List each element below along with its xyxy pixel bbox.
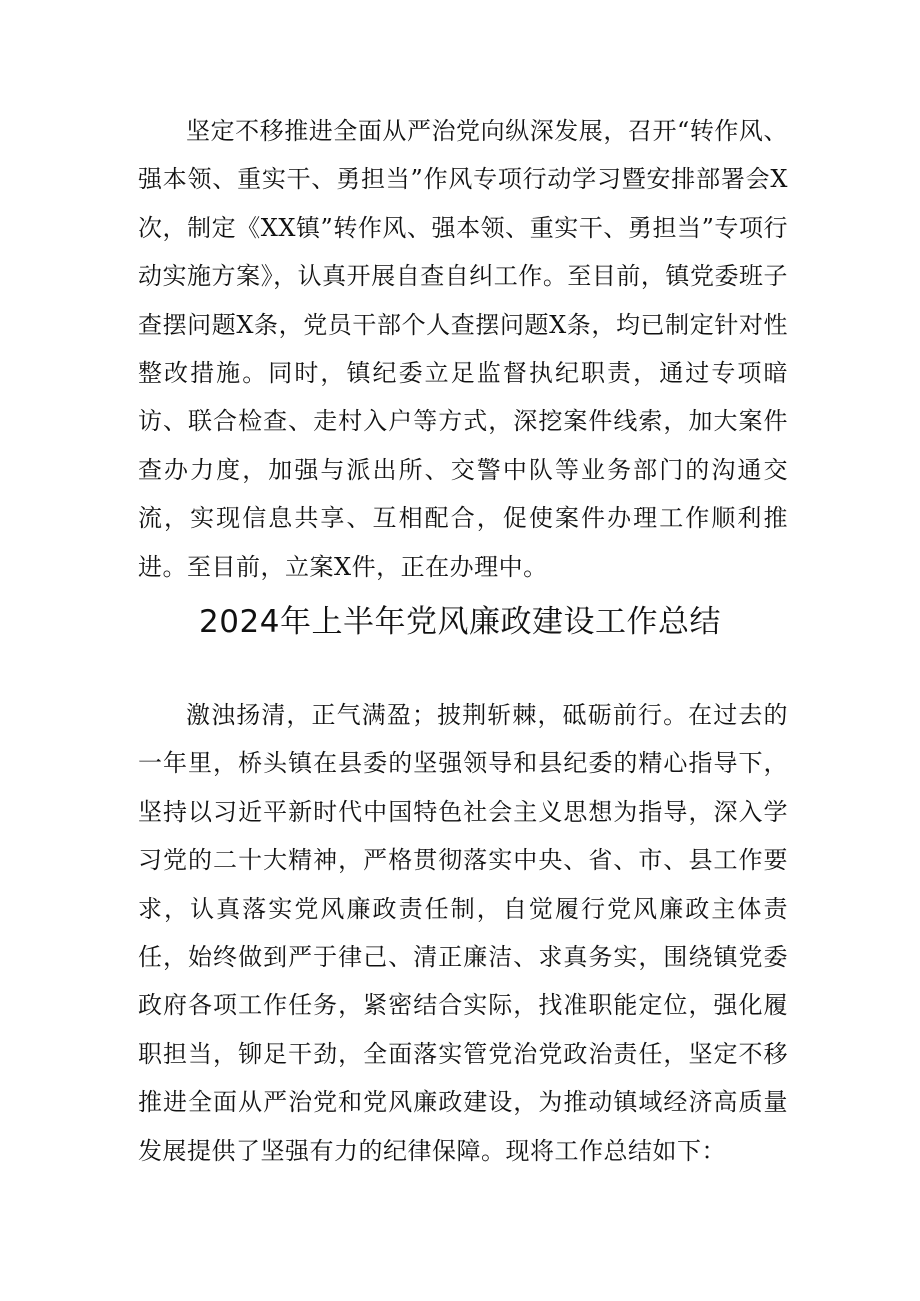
body-paragraph-2: 激浊扬清，正气满盈；披荆斩棘，砥砺前行。在过去的一年里，桥头镇在县委的坚强领导和县纪委的精心指导下，坚持以习近平新时代中国特色社会主义思想为指导，深入学习党的二十大精神，严格贯彻落实中央、省、市、县工作要求，认真落实党风廉政责任制，自觉履行党风廉政主体责任，始终做到严于律己、清正廉洁、求真务实，围绕镇党委政府各项工作任务，紧密结合实际，找准职能定位，强化履职担当，铆足干劲，全面落实管党治党政治责任，坚定不移推进全面从严治党和党风廉政建设，为推动镇域经济高质量发展提供了坚强有力的纪律保障。现将工作总结如下： — [138, 701, 788, 1165]
document-title: 2024年上半年党风廉政建设工作总结 — [199, 604, 721, 640]
body-paragraph-1: 坚定不移推进全面从严治党向纵深发展，召开“转作风、强本领、重实干、勇担当”作风专项行动学习暨安排部署会X次，制定《XX镇”转作风、强本领、重实干、勇担当”专项行动实施方案》，认真开展自查自纠工作。至目前，镇党委班子查摆问题X条，党员干部个人查摆问题X条，均已制定针对性整改措施。同时，镇纪委立足监督执纪职责，通过专项暗访、联合检查、走村入户等方式，深挖案件线索，加大案件查办力度，加强与派出所、交警中队等业务部门的沟通交流，实现信息共享、互相配合，促使案件办理工作顺利推进。至目前，立案X件，正在办理中。 — [138, 117, 788, 581]
